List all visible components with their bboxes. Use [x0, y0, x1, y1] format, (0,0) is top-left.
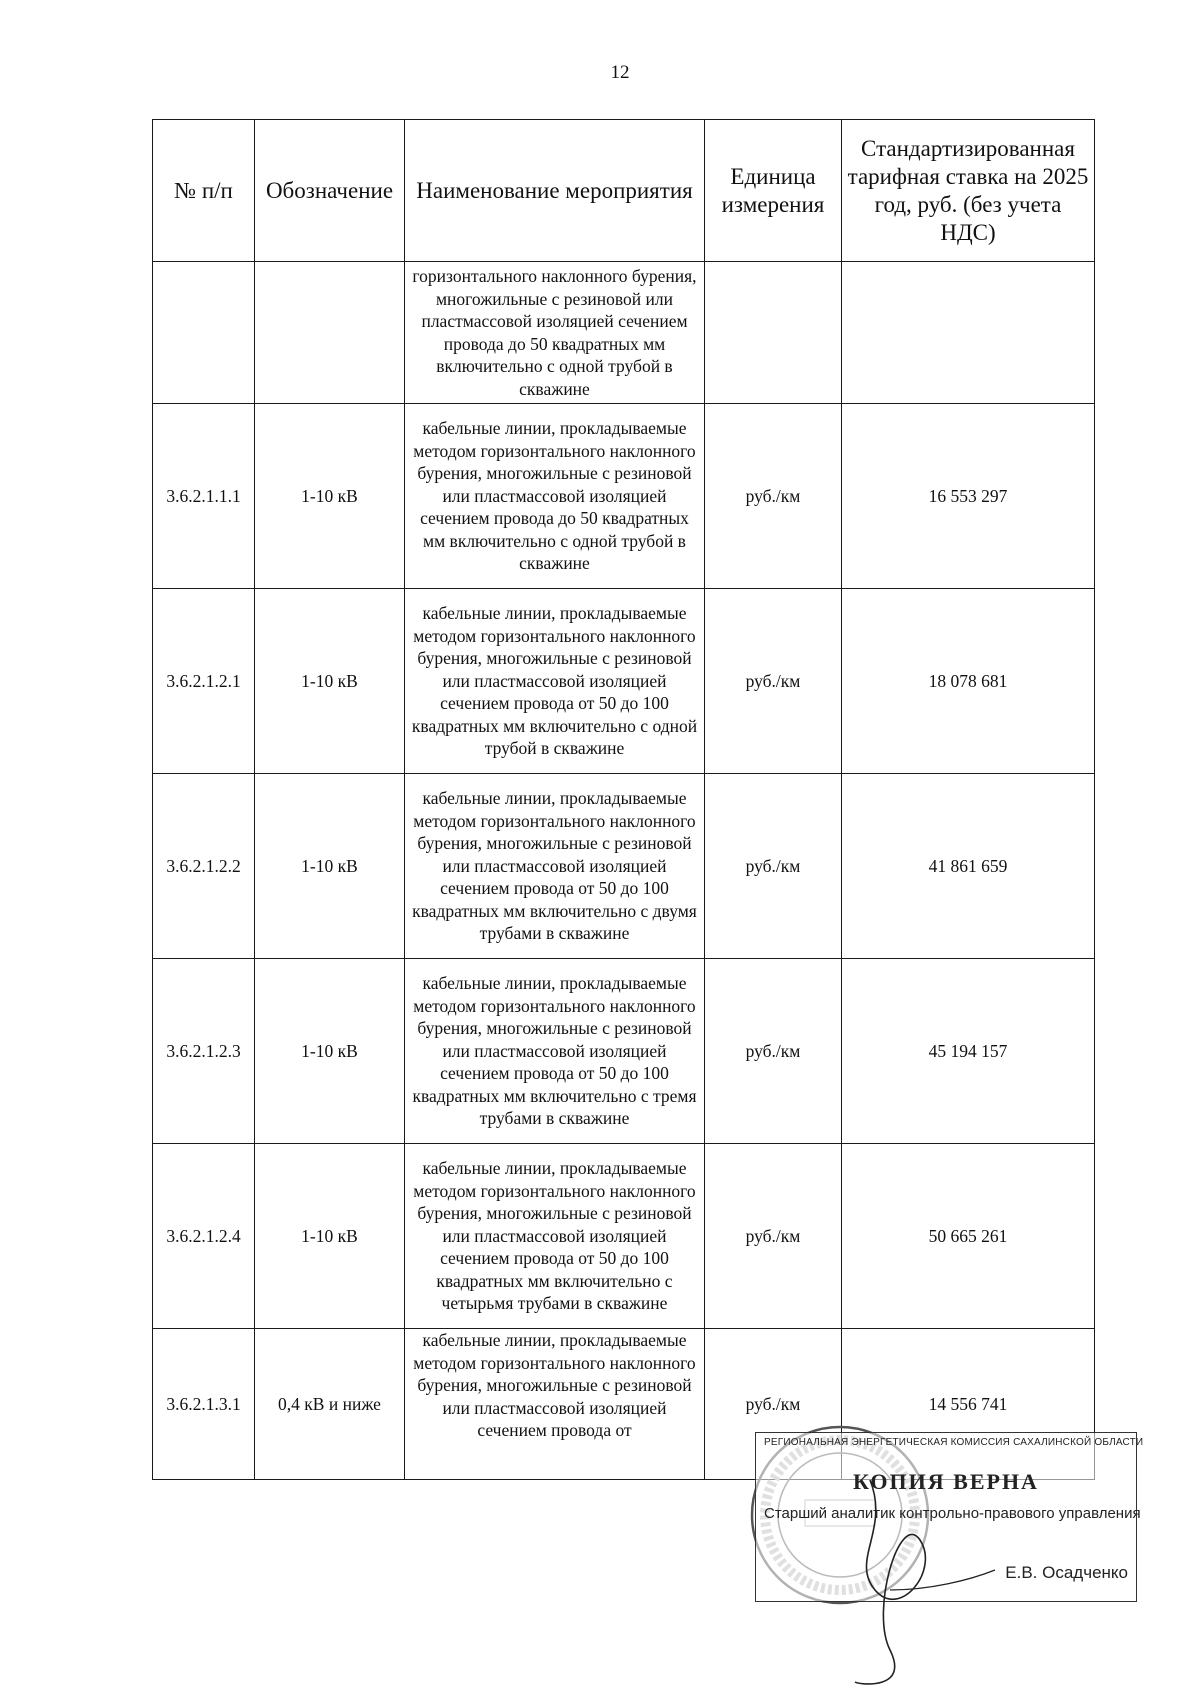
cell-designation: 1-10 кВ	[255, 1144, 405, 1329]
cell-unit	[705, 262, 842, 404]
cell-tariff-rate: 18 078 681	[842, 589, 1095, 774]
cell-number: 3.6.2.1.2.4	[153, 1144, 255, 1329]
cell-tariff-rate: 14 556 741	[842, 1329, 1095, 1480]
cell-tariff-rate: 45 194 157	[842, 959, 1095, 1144]
cell-designation: 0,4 кВ и ниже	[255, 1329, 405, 1480]
stamp-organization: РЕГИОНАЛЬНАЯ ЭНЕРГЕТИЧЕСКАЯ КОМИССИЯ САХАЛИНСКОЙ ОБЛАСТИ	[764, 1437, 1144, 1448]
cell-tariff-rate	[842, 262, 1095, 404]
certified-copy-stamp	[755, 1432, 1144, 1602]
cell-unit: руб./км	[705, 774, 842, 959]
cell-event-name: кабельные линии, прокладываемые методом горизонтального наклонного бурения, многожильные с резиновой или пластмассовой изоляцией сечением провода от 50 до 100 квадратных мм включительно с двумя трубами в скважине	[405, 774, 705, 959]
cell-event-name: кабельные линии, прокладываемые методом горизонтального наклонного бурения, многожильные с резиновой или пластмассовой изоляцией сечением провода от	[405, 1329, 705, 1480]
cell-number: 3.6.2.1.2.2	[153, 774, 255, 959]
cell-event-name: кабельные линии, прокладываемые методом горизонтального наклонного бурения, многожильные с резиновой или пластмассовой изоляцией сечением провода до 50 квадратных мм включительно с одной трубой в скважине	[405, 404, 705, 589]
table-row	[153, 404, 1095, 589]
cell-designation: 1-10 кВ	[255, 589, 405, 774]
cell-number: 3.6.2.1.3.1	[153, 1329, 255, 1480]
cell-number: 3.6.2.1.2.1	[153, 589, 255, 774]
table-row	[153, 959, 1095, 1144]
stamp-title: КОПИЯ ВЕРНА	[853, 1469, 1039, 1494]
cell-unit: руб./км	[705, 589, 842, 774]
cell-unit: руб./км	[705, 959, 842, 1144]
cell-designation	[255, 262, 405, 404]
cell-designation: 1-10 кВ	[255, 774, 405, 959]
header-tariff-rate: Стандартизированная тарифная ставка на 2025 год, руб. (без учета НДС)	[842, 120, 1095, 262]
table-row	[153, 262, 1095, 404]
cell-tariff-rate: 50 665 261	[842, 1144, 1095, 1329]
table-row	[153, 774, 1095, 959]
cell-event-name: горизонтального наклонного бурения, многожильные с резиновой или пластмассовой изоляцией сечением провода до 50 квадратных мм включительно с одной трубой в скважине	[405, 262, 705, 404]
stamp-position: Старший аналитик контрольно-правового управления	[764, 1505, 1141, 1522]
cell-tariff-rate: 16 553 297	[842, 404, 1095, 589]
cell-tariff-rate: 41 861 659	[842, 774, 1095, 959]
cell-unit: руб./км	[705, 1144, 842, 1329]
cell-unit: руб./км	[705, 1329, 842, 1480]
header-unit: Единица измерения	[705, 120, 842, 262]
page-number: 12	[610, 62, 630, 83]
header-event-name: Наименование мероприятия	[405, 120, 705, 262]
tariff-table	[152, 119, 1095, 1480]
cell-number: 3.6.2.1.1.1	[153, 404, 255, 589]
table-header-row	[153, 120, 1095, 262]
header-designation: Обозначение	[255, 120, 405, 262]
cell-number: 3.6.2.1.2.3	[153, 959, 255, 1144]
cell-event-name: кабельные линии, прокладываемые методом горизонтального наклонного бурения, многожильные с резиновой или пластмассовой изоляцией сечением провода от 50 до 100 квадратных мм включительно с одной трубой в скважине	[405, 589, 705, 774]
header-number: № п/п	[153, 120, 255, 262]
table-row	[153, 589, 1095, 774]
table-row	[153, 1144, 1095, 1329]
cell-event-name: кабельные линии, прокладываемые методом горизонтального наклонного бурения, многожильные с резиновой или пластмассовой изоляцией сечением провода от 50 до 100 квадратных мм включительно с четырьмя трубами в скважине	[405, 1144, 705, 1329]
cell-unit: руб./км	[705, 404, 842, 589]
cell-designation: 1-10 кВ	[255, 404, 405, 589]
cell-designation: 1-10 кВ	[255, 959, 405, 1144]
cell-number	[153, 262, 255, 404]
cell-event-name: кабельные линии, прокладываемые методом горизонтального наклонного бурения, многожильные с резиновой или пластмассовой изоляцией сечением провода от 50 до 100 квадратных мм включительно с тремя трубами в скважине	[405, 959, 705, 1144]
stamp-signer: Е.В. Осадченко	[1005, 1563, 1128, 1582]
